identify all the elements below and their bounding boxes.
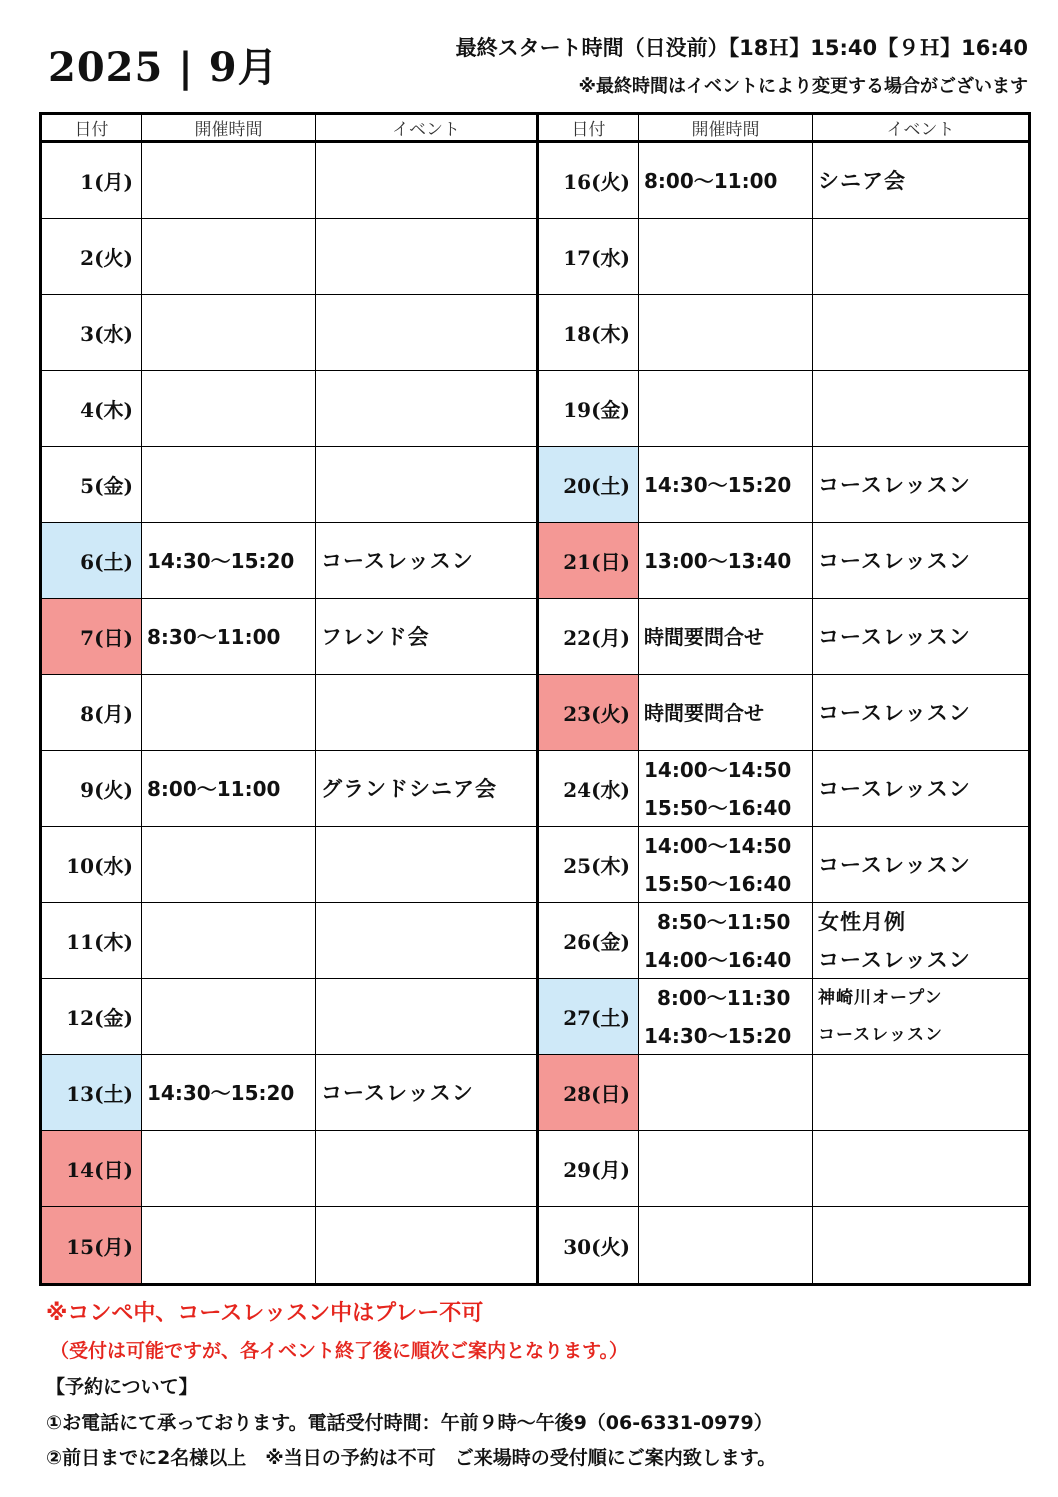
rows-left <box>42 143 536 1283</box>
time-cell <box>142 903 316 978</box>
event-cell <box>813 979 1028 1054</box>
time-cell <box>142 1207 316 1283</box>
event-text: 神崎川オープン <box>818 987 943 1008</box>
time-cell <box>639 1207 813 1283</box>
table-row <box>42 903 536 979</box>
event-text: コースレッスン <box>321 1080 474 1105</box>
time-cell <box>142 447 316 522</box>
table-row <box>42 523 536 599</box>
time-cell <box>639 599 813 674</box>
date-cell: 5(金) <box>42 447 142 522</box>
table-row <box>539 751 1028 827</box>
time-cell <box>639 143 813 218</box>
time-text: 時間要問合せ <box>644 700 764 725</box>
event-cell <box>813 143 1028 218</box>
date-cell: 27(土) <box>539 979 639 1054</box>
event-cell <box>316 1055 536 1130</box>
time-cell <box>142 371 316 446</box>
table-row <box>42 827 536 903</box>
time-cell <box>142 1131 316 1206</box>
event-text: コースレッスン <box>818 947 971 972</box>
time-cell <box>142 1055 316 1130</box>
date-cell: 1(月) <box>42 143 142 218</box>
time-cell <box>639 371 813 446</box>
event-cell <box>316 751 536 826</box>
table-row <box>42 751 536 827</box>
time-text: 8:00〜11:30 <box>657 985 791 1010</box>
event-cell <box>316 371 536 446</box>
header-time: 開催時間 <box>639 115 813 140</box>
event-cell <box>316 903 536 978</box>
date-cell: 3(水) <box>42 295 142 370</box>
date-cell: 30(火) <box>539 1207 639 1283</box>
date-cell: 10(水) <box>42 827 142 902</box>
time-text: 8:00〜11:00 <box>147 776 281 801</box>
table-row <box>539 979 1028 1055</box>
date-cell: 6(土) <box>42 523 142 598</box>
time-cell <box>639 219 813 294</box>
event-cell <box>316 827 536 902</box>
time-text: 14:30〜15:20 <box>147 548 295 573</box>
table-row <box>42 675 536 751</box>
date-cell: 23(火) <box>539 675 639 750</box>
reception-note: （受付は可能ですが、各イベント終了後に順次ご案内となります。） <box>50 1340 628 1362</box>
time-cell <box>639 903 813 978</box>
date-cell: 26(金) <box>539 903 639 978</box>
date-cell: 12(金) <box>42 979 142 1054</box>
table-row <box>42 295 536 371</box>
time-cell <box>142 751 316 826</box>
event-text: コースレッスン <box>818 548 971 573</box>
event-cell <box>813 903 1028 978</box>
event-cell <box>813 219 1028 294</box>
time-text: 13:00〜13:40 <box>644 548 792 573</box>
table-row <box>42 1131 536 1207</box>
event-cell <box>813 599 1028 674</box>
table-row <box>539 1055 1028 1131</box>
reservation-rules: ②前日までに2名様以上 ※当日の予約は不可 ご来場時の受付順にご案内致します。 <box>46 1447 777 1469</box>
event-cell <box>316 1131 536 1206</box>
table-row <box>539 447 1028 523</box>
time-text: 8:00〜11:00 <box>644 168 778 193</box>
event-cell <box>813 751 1028 826</box>
date-cell: 25(木) <box>539 827 639 902</box>
table-row <box>539 1131 1028 1207</box>
event-text: フレンド会 <box>321 624 430 649</box>
event-cell <box>813 447 1028 522</box>
time-cell <box>639 447 813 522</box>
table-row <box>42 1207 536 1283</box>
table-row <box>539 675 1028 751</box>
time-text: 14:30〜15:20 <box>644 1023 792 1048</box>
event-text: グランドシニア会 <box>321 776 497 801</box>
event-cell <box>813 827 1028 902</box>
table-row <box>539 219 1028 295</box>
event-cell <box>813 675 1028 750</box>
schedule-right-half <box>539 115 1028 1283</box>
date-cell: 13(土) <box>42 1055 142 1130</box>
header-date: 日付 <box>539 115 639 140</box>
table-row <box>539 903 1028 979</box>
event-text: コースレッスン <box>818 700 971 725</box>
time-change-note: ※最終時間はイベントにより変更する場合がございます <box>578 76 1028 97</box>
event-cell <box>316 1207 536 1283</box>
table-row <box>42 1055 536 1131</box>
event-cell <box>316 979 536 1054</box>
table-row <box>42 979 536 1055</box>
date-cell: 11(木) <box>42 903 142 978</box>
time-text: 14:00〜14:50 <box>644 757 792 782</box>
table-row <box>42 219 536 295</box>
time-text: 15:50〜16:40 <box>644 795 792 820</box>
event-text: コースレッスン <box>818 624 971 649</box>
time-text: 14:00〜14:50 <box>644 833 792 858</box>
table-row <box>539 1207 1028 1283</box>
header-time: 開催時間 <box>142 115 316 140</box>
date-cell: 9(火) <box>42 751 142 826</box>
event-text: シニア会 <box>818 168 906 193</box>
date-cell: 15(月) <box>42 1207 142 1283</box>
date-cell: 7(日) <box>42 599 142 674</box>
time-cell <box>142 523 316 598</box>
date-cell: 21(日) <box>539 523 639 598</box>
table-row <box>539 523 1028 599</box>
time-text: 15:50〜16:40 <box>644 871 792 896</box>
table-row <box>539 295 1028 371</box>
date-cell: 19(金) <box>539 371 639 446</box>
event-cell <box>316 675 536 750</box>
event-cell <box>316 295 536 370</box>
event-text: コースレッスン <box>321 548 474 573</box>
event-text: 女性月例 <box>818 909 906 934</box>
schedule-left-half <box>42 115 539 1283</box>
table-header <box>539 115 1028 143</box>
table-row <box>42 447 536 523</box>
table-row <box>539 827 1028 903</box>
time-text: 14:30〜15:20 <box>644 472 792 497</box>
event-text: コースレッスン <box>818 472 971 497</box>
time-cell <box>639 295 813 370</box>
event-cell <box>813 523 1028 598</box>
play-restriction-warning: ※コンペ中、コースレッスン中はプレー不可 <box>46 1301 484 1326</box>
schedule-table <box>39 112 1031 1286</box>
date-cell: 16(火) <box>539 143 639 218</box>
event-cell <box>316 599 536 674</box>
event-cell <box>316 219 536 294</box>
table-row <box>539 371 1028 447</box>
reservation-phone: ①お電話にて承っております。電話受付時間：午前９時〜午後9（06-6331-0979） <box>46 1412 773 1434</box>
time-cell <box>639 979 813 1054</box>
time-cell <box>142 219 316 294</box>
time-cell <box>639 827 813 902</box>
last-start-time: 最終スタート時間（日没前）【18Ｈ】15:40【９Ｈ】16:40 <box>455 36 1028 60</box>
time-cell <box>142 675 316 750</box>
event-text: コースレッスン <box>818 852 971 877</box>
time-cell <box>142 599 316 674</box>
date-cell: 17(水) <box>539 219 639 294</box>
time-text: 8:30〜11:00 <box>147 624 281 649</box>
time-text: 14:00〜16:40 <box>644 947 792 972</box>
table-header <box>42 115 536 143</box>
table-row <box>539 143 1028 219</box>
date-cell: 28(日) <box>539 1055 639 1130</box>
event-cell <box>316 143 536 218</box>
header-date: 日付 <box>42 115 142 140</box>
event-cell <box>316 447 536 522</box>
date-cell: 4(木) <box>42 371 142 446</box>
page-title: 2025 | 9月 <box>48 44 279 91</box>
time-text: 14:30〜15:20 <box>147 1080 295 1105</box>
date-cell: 22(月) <box>539 599 639 674</box>
date-cell: 18(木) <box>539 295 639 370</box>
time-cell <box>639 1055 813 1130</box>
time-cell <box>142 979 316 1054</box>
time-cell <box>639 675 813 750</box>
date-cell: 29(月) <box>539 1131 639 1206</box>
table-row <box>42 599 536 675</box>
table-row <box>42 371 536 447</box>
reservation-title: 【予約について】 <box>46 1376 198 1398</box>
event-cell <box>813 371 1028 446</box>
rows-right <box>539 143 1028 1283</box>
date-cell: 24(水) <box>539 751 639 826</box>
time-cell <box>639 1131 813 1206</box>
time-cell <box>639 523 813 598</box>
header-event: イベント <box>392 120 460 140</box>
date-cell: 2(火) <box>42 219 142 294</box>
table-row <box>539 599 1028 675</box>
event-cell <box>813 295 1028 370</box>
date-cell: 14(日) <box>42 1131 142 1206</box>
event-cell <box>316 523 536 598</box>
time-text: 8:50〜11:50 <box>657 909 791 934</box>
date-cell: 8(月) <box>42 675 142 750</box>
event-text: コースレッスン <box>818 776 971 801</box>
time-cell <box>142 143 316 218</box>
time-cell <box>142 295 316 370</box>
table-row <box>42 143 536 219</box>
header-event: イベント <box>886 120 955 140</box>
event-cell <box>813 1207 1028 1283</box>
time-cell <box>639 751 813 826</box>
time-text: 時間要問合せ <box>644 624 764 649</box>
time-cell <box>142 827 316 902</box>
event-text: コースレッスン <box>818 1024 943 1045</box>
date-cell: 20(土) <box>539 447 639 522</box>
event-cell <box>813 1055 1028 1130</box>
event-cell <box>813 1131 1028 1206</box>
